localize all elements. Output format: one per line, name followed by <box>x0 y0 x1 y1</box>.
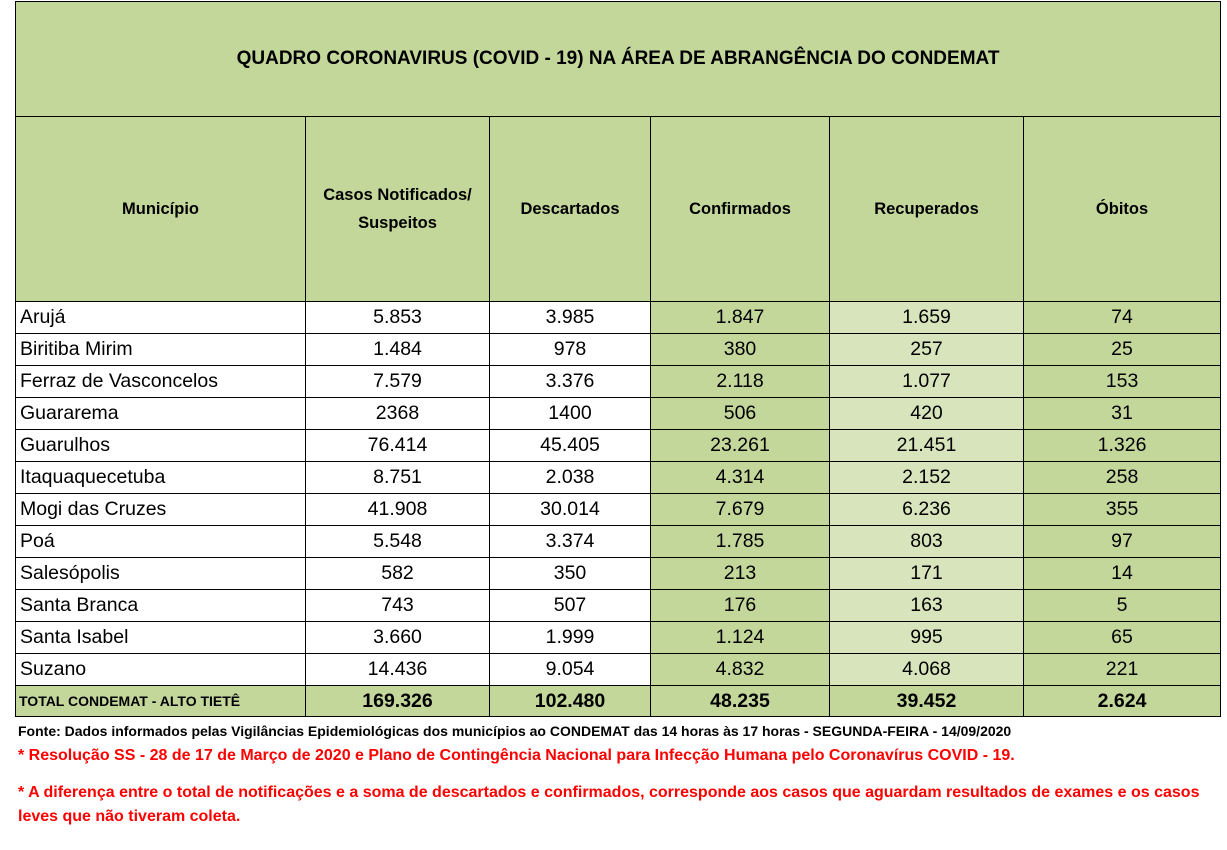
cell-casos: 5.853 <box>306 302 490 334</box>
cell-casos: 41.908 <box>306 494 490 526</box>
resolution-note: * Resolução SS - 28 de 17 de Março de 2020 e Plano de Contingência Nacional para Infecção Humana pelo Coronavírus COVID - 19. <box>18 747 1015 764</box>
cell-obitos: 1.326 <box>1024 430 1221 462</box>
cell-confirmados: 4.832 <box>651 654 830 686</box>
cell-municipio: Guararema <box>16 398 306 430</box>
cell-recuperados: 1.077 <box>830 366 1024 398</box>
cell-confirmados: 176 <box>651 590 830 622</box>
cell-descartados: 1400 <box>490 398 651 430</box>
cell-municipio: Santa Isabel <box>16 622 306 654</box>
header-municipio: Município <box>16 117 306 302</box>
total-descartados: 102.480 <box>490 686 651 717</box>
cell-casos: 7.579 <box>306 366 490 398</box>
covid-table <box>15 1 1221 717</box>
cell-recuperados: 6.236 <box>830 494 1024 526</box>
table-row <box>16 430 1221 462</box>
total-confirmados: 48.235 <box>651 686 830 717</box>
cell-municipio: Mogi das Cruzes <box>16 494 306 526</box>
cell-confirmados: 380 <box>651 334 830 366</box>
table-row <box>16 558 1221 590</box>
cell-confirmados: 7.679 <box>651 494 830 526</box>
header-casos <box>306 117 490 302</box>
cell-casos: 14.436 <box>306 654 490 686</box>
header-casos-line2: Suspeitos <box>358 214 437 232</box>
cell-descartados: 350 <box>490 558 651 590</box>
cell-recuperados: 995 <box>830 622 1024 654</box>
cell-recuperados: 803 <box>830 526 1024 558</box>
cell-confirmados: 2.118 <box>651 366 830 398</box>
header-recuperados: Recuperados <box>830 117 1024 302</box>
notes <box>18 721 1223 829</box>
cell-recuperados: 2.152 <box>830 462 1024 494</box>
header-row <box>16 117 1221 302</box>
header-confirmados: Confirmados <box>651 117 830 302</box>
table-row <box>16 654 1221 686</box>
cell-municipio: Biritiba Mirim <box>16 334 306 366</box>
cell-descartados: 507 <box>490 590 651 622</box>
cell-obitos: 14 <box>1024 558 1221 590</box>
cell-casos: 8.751 <box>306 462 490 494</box>
cell-descartados: 45.405 <box>490 430 651 462</box>
table-row <box>16 462 1221 494</box>
difference-note: * A diferença entre o total de notificações e a soma de descartados e confirmados, corresponde aos casos que aguardam resultados de exames e os casos leves que não tiveram coleta. <box>18 784 1200 825</box>
table-row <box>16 334 1221 366</box>
cell-confirmados: 1.124 <box>651 622 830 654</box>
cell-confirmados: 1.847 <box>651 302 830 334</box>
cell-recuperados: 1.659 <box>830 302 1024 334</box>
cell-descartados: 1.999 <box>490 622 651 654</box>
header-descartados: Descartados <box>490 117 651 302</box>
cell-descartados: 30.014 <box>490 494 651 526</box>
cell-municipio: Salesópolis <box>16 558 306 590</box>
cell-descartados: 9.054 <box>490 654 651 686</box>
cell-obitos: 153 <box>1024 366 1221 398</box>
cell-casos: 2368 <box>306 398 490 430</box>
cell-descartados: 2.038 <box>490 462 651 494</box>
total-municipio: TOTAL CONDEMAT - ALTO TIETÊ <box>16 686 306 717</box>
covid-table-sheet <box>15 1 1220 717</box>
header-casos-line1: Casos Notificados/ <box>323 186 472 204</box>
table-row <box>16 302 1221 334</box>
source-note: Fonte: Dados informados pelas Vigilâncias Epidemiológicas dos municípios ao CONDEMAT das 14 horas às 17 horas - SEGUNDA-FEIRA - 14/09/2020 <box>18 723 1012 739</box>
cell-recuperados: 4.068 <box>830 654 1024 686</box>
cell-obitos: 5 <box>1024 590 1221 622</box>
cell-descartados: 978 <box>490 334 651 366</box>
cell-confirmados: 23.261 <box>651 430 830 462</box>
cell-casos: 5.548 <box>306 526 490 558</box>
cell-municipio: Itaquaquecetuba <box>16 462 306 494</box>
cell-casos: 1.484 <box>306 334 490 366</box>
cell-municipio: Guarulhos <box>16 430 306 462</box>
table-row <box>16 398 1221 430</box>
cell-municipio: Ferraz de Vasconcelos <box>16 366 306 398</box>
cell-confirmados: 506 <box>651 398 830 430</box>
cell-obitos: 65 <box>1024 622 1221 654</box>
cell-confirmados: 4.314 <box>651 462 830 494</box>
cell-obitos: 258 <box>1024 462 1221 494</box>
cell-municipio: Suzano <box>16 654 306 686</box>
cell-obitos: 355 <box>1024 494 1221 526</box>
table-row <box>16 526 1221 558</box>
table-row <box>16 366 1221 398</box>
table-row <box>16 494 1221 526</box>
total-obitos: 2.624 <box>1024 686 1221 717</box>
cell-obitos: 221 <box>1024 654 1221 686</box>
cell-obitos: 25 <box>1024 334 1221 366</box>
cell-municipio: Poá <box>16 526 306 558</box>
cell-municipio: Arujá <box>16 302 306 334</box>
table-title: QUADRO CORONAVIRUS (COVID - 19) NA ÁREA DE ABRANGÊNCIA DO CONDEMAT <box>16 2 1221 117</box>
cell-casos: 76.414 <box>306 430 490 462</box>
total-recuperados: 39.452 <box>830 686 1024 717</box>
cell-descartados: 3.985 <box>490 302 651 334</box>
cell-confirmados: 213 <box>651 558 830 590</box>
cell-descartados: 3.376 <box>490 366 651 398</box>
cell-obitos: 74 <box>1024 302 1221 334</box>
cell-casos: 3.660 <box>306 622 490 654</box>
cell-municipio: Santa Branca <box>16 590 306 622</box>
cell-casos: 582 <box>306 558 490 590</box>
cell-obitos: 97 <box>1024 526 1221 558</box>
cell-obitos: 31 <box>1024 398 1221 430</box>
table-row <box>16 622 1221 654</box>
cell-recuperados: 163 <box>830 590 1024 622</box>
table-row <box>16 590 1221 622</box>
total-row <box>16 686 1221 717</box>
cell-recuperados: 257 <box>830 334 1024 366</box>
cell-descartados: 3.374 <box>490 526 651 558</box>
cell-recuperados: 171 <box>830 558 1024 590</box>
cell-recuperados: 420 <box>830 398 1024 430</box>
cell-casos: 743 <box>306 590 490 622</box>
header-obitos: Óbitos <box>1024 117 1221 302</box>
total-casos: 169.326 <box>306 686 490 717</box>
cell-recuperados: 21.451 <box>830 430 1024 462</box>
cell-confirmados: 1.785 <box>651 526 830 558</box>
